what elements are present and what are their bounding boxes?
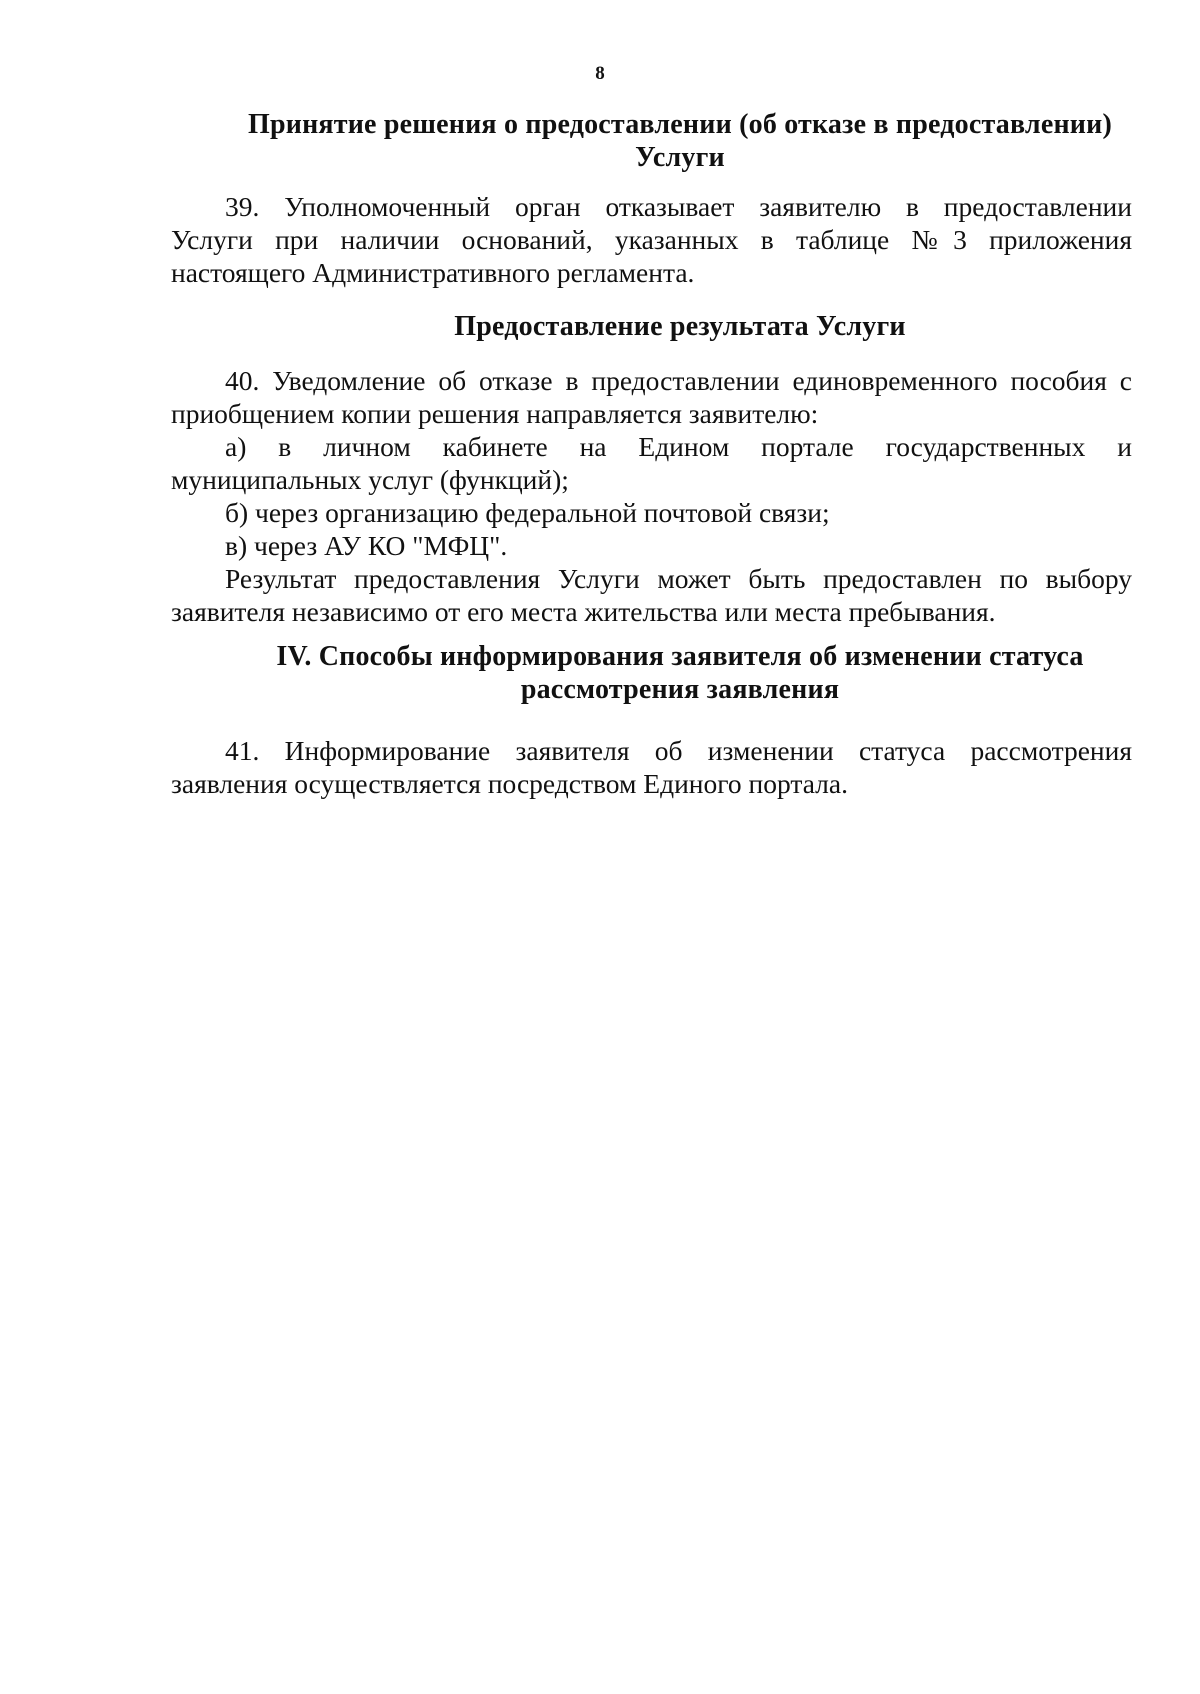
paragraph-41 (171, 734, 1132, 800)
list-item-c: в) через АУ КО "МФЦ". (225, 530, 508, 561)
section-title-decision-line1: Принятие решения о предоставлении (об отказе в предоставлении) (248, 109, 1112, 140)
section-title-iv-line1: IV. Способы информирования заявителя об изменении статуса (276, 641, 1084, 672)
paragraph-40-line1: 40. Уведомление об отказе в предоставлении единовременного пособия с (225, 365, 1132, 396)
section-title-decision (230, 108, 1130, 174)
section-title-iv-line2: рассмотрения заявления (520, 674, 840, 705)
paragraph-39 (171, 190, 1132, 289)
list-item-a-line2: муниципальных услуг (функций); (171, 464, 569, 495)
paragraph-39-line1: 39. Уполномоченный орган отказывает заявителю в предоставлении (225, 191, 1132, 222)
page-number: 8 (595, 63, 605, 84)
paragraph-41-line2: заявления осуществляется посредством Единого портала. (171, 768, 848, 799)
paragraph-40 (171, 364, 1132, 628)
section-title-iv (230, 640, 1130, 706)
list-item-b: б) через организацию федеральной почтовой связи; (225, 497, 830, 528)
section-title-result (230, 310, 1130, 343)
list-item-a-line1: а) в личном кабинете на Едином портале государственных и (225, 431, 1132, 462)
section-title-result-text: Предоставление результата Услуги (454, 311, 906, 342)
paragraph-39-line2: Услуги при наличии оснований, указанных в таблице №3 приложения (171, 224, 1132, 255)
result-paragraph-line1: Результат предоставления Услуги может быть предоставлен по выбору (225, 563, 1132, 594)
paragraph-41-line1: 41. Информирование заявителя об изменении статуса рассмотрения (225, 735, 1132, 766)
result-paragraph-line2: заявителя независимо от его места жительства или места пребывания. (171, 596, 996, 627)
paragraph-39-line3: настоящего Административного регламента. (171, 257, 695, 288)
paragraph-40-line2: приобщением копии решения направляется заявителю: (171, 398, 819, 429)
section-title-decision-line2: Услуги (635, 142, 725, 173)
